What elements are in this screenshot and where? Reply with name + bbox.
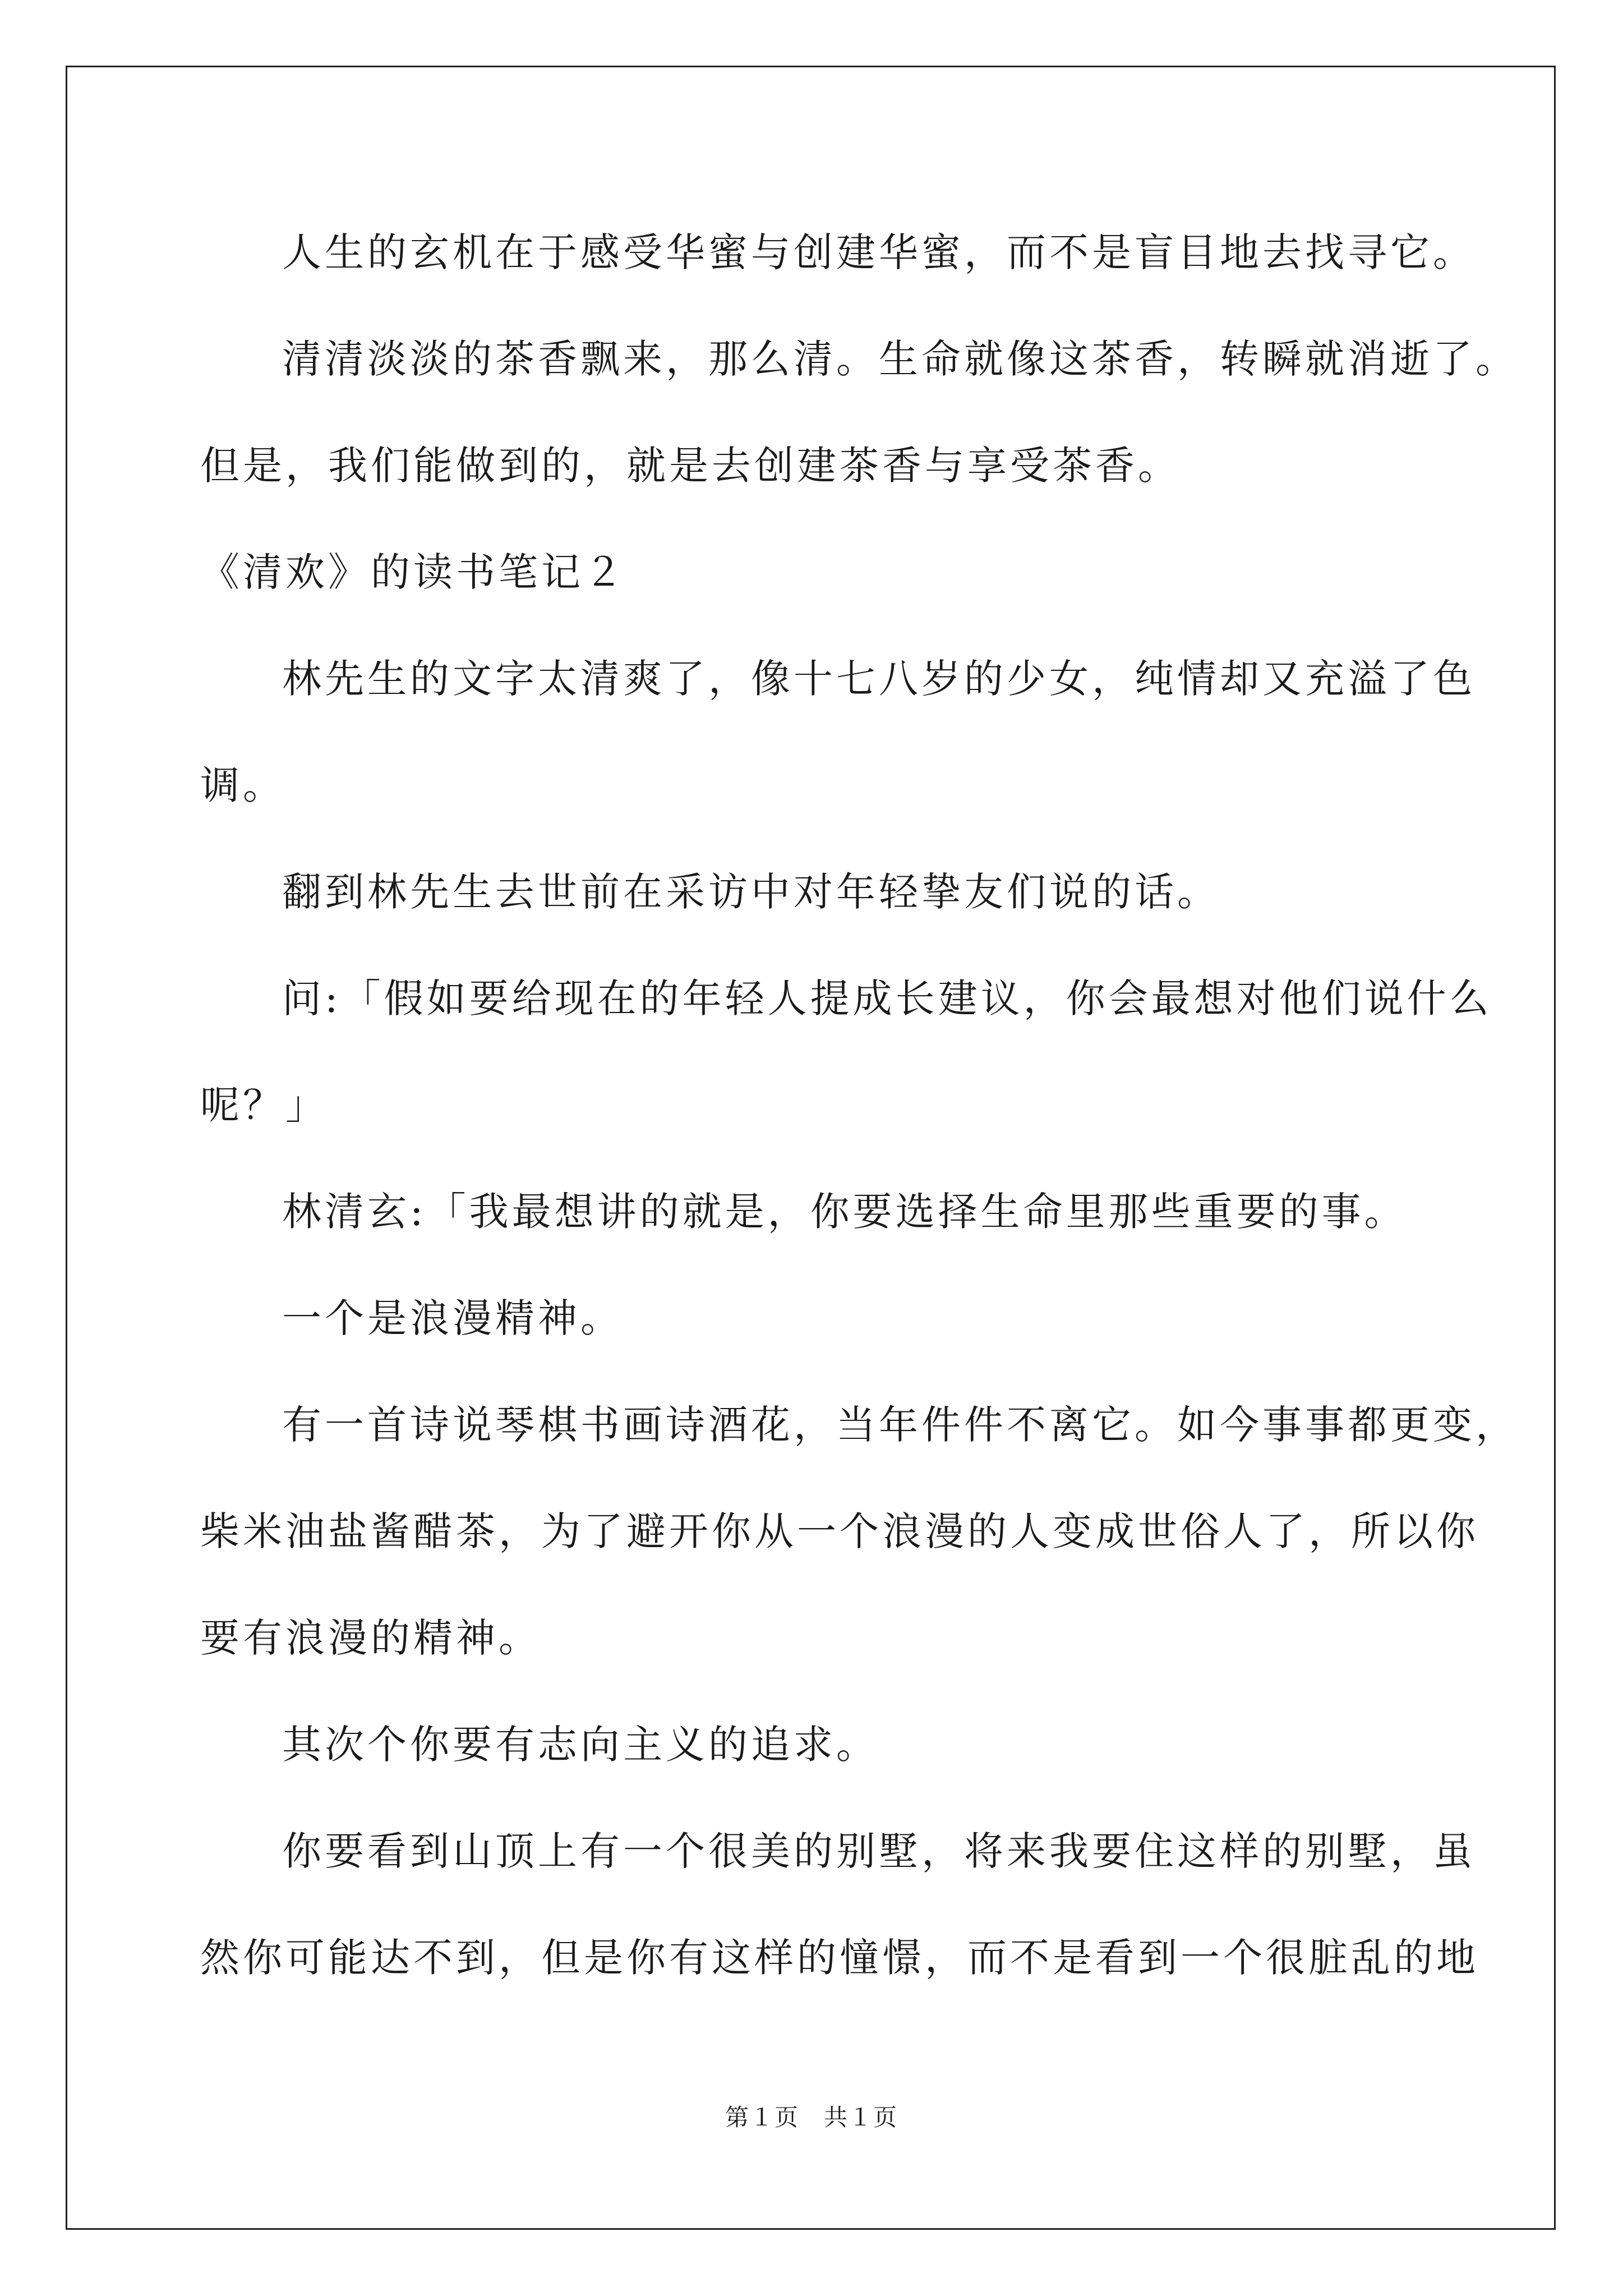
- page-footer: 第１页 共１页: [725, 2104, 898, 2131]
- paragraph-line-14: 要有浪漫的精神。: [200, 1615, 541, 1661]
- paragraph-line-9: 呢？」: [200, 1082, 328, 1128]
- paragraph-line-7: 翻到林先生去世前在采访中对年轻挚友们说的话。: [282, 869, 1220, 915]
- paragraph-line-2: 清清淡淡的茶香飘来，那么清。生命就像这茶香，转瞬就消逝了。: [282, 336, 1518, 382]
- paragraph-line-12: 有一首诗说琴棋书画诗酒花，当年件件不离它。如今事事都更变，: [282, 1402, 1518, 1448]
- paragraph-line-8: 问:「假如要给现在的年轻人提成长建议，你会最想对他们说什么: [282, 976, 1492, 1022]
- paragraph-line-13: 柴米油盐酱醋茶，为了避开你从一个浪漫的人变成世俗人了，所以你: [200, 1508, 1479, 1554]
- page-border: [66, 66, 1556, 2230]
- paragraph-line-11: 一个是浪漫精神。: [282, 1295, 623, 1341]
- paragraph-line-6: 调。: [200, 762, 285, 808]
- paragraph-line-10: 林清玄:「我最想讲的就是，你要选择生命里那些重要的事。: [282, 1189, 1407, 1235]
- paragraph-line-5: 林先生的文字太清爽了，像十七八岁的少女，纯情却又充溢了色: [282, 656, 1476, 702]
- section-heading: 《清欢》的读书笔记２: [200, 549, 626, 595]
- paragraph-line-16: 你要看到山顶上有一个很美的别墅，将来我要住这样的别墅，虽: [282, 1828, 1476, 1874]
- paragraph-line-15: 其次个你要有志向主义的追求。: [282, 1722, 879, 1768]
- paragraph-line-3: 但是，我们能做到的，就是去创建茶香与享受茶香。: [200, 443, 1181, 489]
- paragraph-line-1: 人生的玄机在于感受华蜜与创建华蜜，而不是盲目地去找寻它。: [282, 229, 1476, 275]
- paragraph-line-17: 然你可能达不到，但是你有这样的憧憬，而不是看到一个很脏乱的地: [200, 1935, 1479, 1981]
